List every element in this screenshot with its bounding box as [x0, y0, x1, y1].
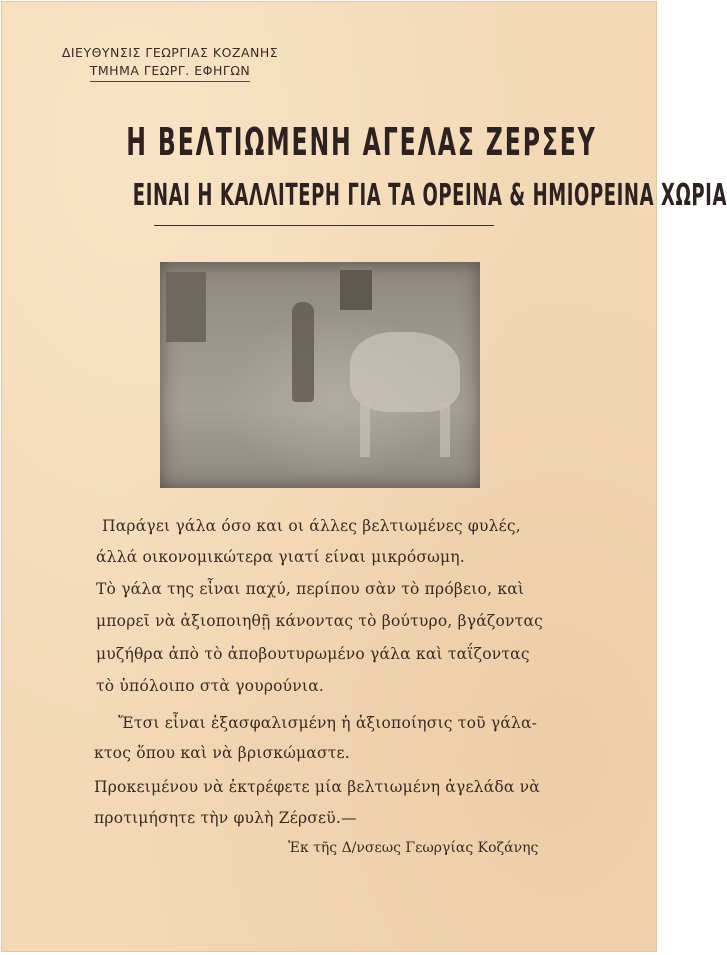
body-line: Προκειμένου νὰ ἐκτρέφετε μία βελτιωμένη ἀγελάδα νὰ — [94, 778, 540, 796]
body-line: τὸ ὑπόλοιπο στὰ γουρούνια. — [96, 677, 324, 695]
cow-photograph — [160, 262, 480, 488]
department-line-2: ΤΜΗΜΑ ΓΕΩΡΓ. ΕΦΗΓΩΝ — [90, 62, 251, 82]
leaflet-page — [2, 2, 727, 951]
department-header — [60, 44, 280, 82]
body-line: Ἔτσι εἶναι ἐξασφαλισμένη ἡ ἀξιοποίησις τοῦ γάλα- — [118, 714, 538, 732]
title-underline — [154, 225, 494, 226]
title-line-1: Η ΒΕΛΤΙΩΜΕΝΗ ΑΓΕΛΑΣ ΖΕΡΣΕΥ — [126, 120, 597, 164]
body-line: μπορεῖ νὰ ἀξιοποιηθῇ κάνοντας τὸ βούτυρο, βγάζοντας — [96, 612, 543, 630]
body-line: κτος ὅπου καὶ νὰ βρισκώμαστε. — [94, 744, 350, 762]
department-line-1: ΔΙΕΥΘΥΝΣΙΣ ΓΕΩΡΓΙΑΣ ΚΟΖΑΝΗΣ — [61, 45, 279, 60]
body-line: Παράγει γάλα όσο και οι άλλες βελτιωμένες φυλές, — [102, 517, 521, 535]
body-line: μυζήθρα ἀπὸ τὸ ἀποβουτυρωμένο γάλα καὶ ταΐζοντας — [96, 645, 530, 663]
title-line-2: ΕΙΝΑΙ Η ΚΑΛΛΙΤΕΡΗ ΓΙΑ ΤΑ ΟΡΕΙΝΑ & ΗΜΙΟΡΕΙΝΑ ΧΩΡΙΑ — [132, 178, 727, 213]
signature-line: Ἐκ τῆς Δ/νσεως Γεωργίας Κοζάνης — [288, 840, 539, 856]
body-line: προτιμήσητε τὴν φυλὴ Ζέρσεϋ.— — [94, 809, 357, 827]
body-line: άλλά οικονομικώτερα γιατί είναι μικρόσωμη. — [96, 548, 465, 566]
body-line: Τὸ γάλα της εἶναι παχύ, περίπου σὰν τὸ πρόβειο, καὶ — [96, 580, 525, 598]
